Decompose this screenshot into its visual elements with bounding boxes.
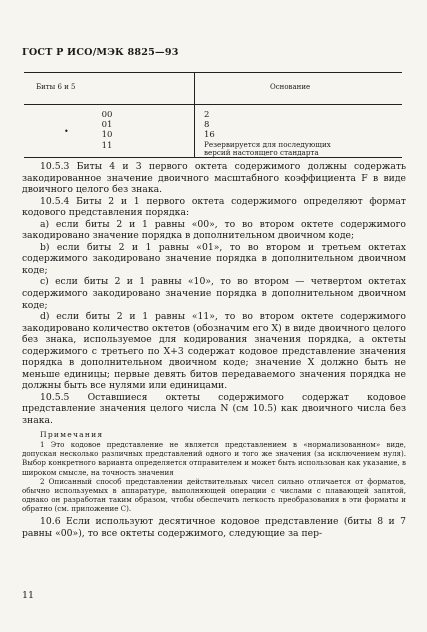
document-header: ГОСТ Р ИСО/МЭК 8825—93 (22, 47, 179, 58)
paragraph: 10.5.4 Биты 2 и 1 первого октета содержимого определяют формат кодового представления порядка: (22, 195, 406, 219)
list-item: с) если биты 2 и 1 равны «10», то во втором — четвертом октетах содержимого закодировано значение порядка в дополнительном двоичном коде; (22, 276, 406, 311)
base-table (24, 72, 402, 158)
table-column-divider (194, 73, 195, 157)
note: 2 Описанный способ представлении действительных чисел сильно отличается от форматов, обычно используемых в аппаратуре, выполняющей операции с числами с плавающей запятой, однако он разработан таким образом, чтобы обеспечить легкость преобразования в эти форматы и обратно (см. приложение С). (22, 476, 406, 514)
base-value: 16 (204, 130, 215, 141)
table-header-divider (24, 104, 402, 105)
base-value: 8 (204, 120, 210, 131)
list-item: а) если биты 2 и 1 равны «00», то во втором октете содержимого закодировано значение порядка в дополнительном двоичном коде; (22, 218, 406, 242)
list-item: d) если биты 2 и 1 равны «11», то во втором октете содержимого закодировано количество октетов (обозначим его X) в виде двоичного целого без знака, используемое для кодирования значения порядка, а октеты содержимого с третьего по X+3 содержат кодовое представление значения порядка в дополнительном двоичном коде; значение X должно быть не меньше единицы; первые девять битов передаваемого значения порядка не должны быть все нулями или единицами. (22, 311, 406, 392)
base-values-column (204, 110, 331, 158)
table-header-base: Основание (270, 83, 311, 91)
table-header-bits: Биты 6 и 5 (36, 83, 76, 91)
stray-mark: • (64, 127, 69, 136)
paragraph: 10.5.3 Биты 4 и 3 первого октета содержимого должны содержать закодированное значение двоичного масштабного коэффициента F в виде двоичного целого без знака. (22, 161, 406, 196)
page-number: 11 (22, 590, 35, 601)
document-body (22, 161, 406, 539)
paragraph: 10.6 Если используют десятичное кодовое представление (биты 8 и 7 равны «00»), то все октеты содержимого, следующие за пер- (22, 516, 406, 539)
bit-codes-column (92, 110, 122, 151)
bit-code: 00 (101, 110, 113, 120)
bit-code: 10 (101, 130, 113, 141)
paragraph: 10.5.5 Оставшиеся октеты содержимого содержат кодовое представление значения целого числа N (см 10.5) как двоичного числа без знака. (22, 391, 406, 427)
bit-code: 01 (101, 120, 113, 131)
base-value: 2 (204, 110, 210, 120)
notes-title: Примечания (40, 429, 104, 439)
reserved-text: Резервируется для последующих (204, 139, 331, 149)
bit-code: 11 (101, 140, 113, 151)
note: 1 Это кодовое представление не является представлением в «нормализованном» виде, допуская несколько различных представлений одного и того же значения (за исключением нуля). Выбор конкретного варианта определяется отправителем и может быть использован как указание, в широком смысле, на точность значения (22, 440, 406, 477)
reserved-text: версий настоящего стандарта (204, 148, 319, 158)
list-item: b) если биты 2 и 1 равны «01», то во втором и третьем октетах содержимого закодировано значение порядка в дополнительном двоичном коде; (22, 241, 406, 276)
